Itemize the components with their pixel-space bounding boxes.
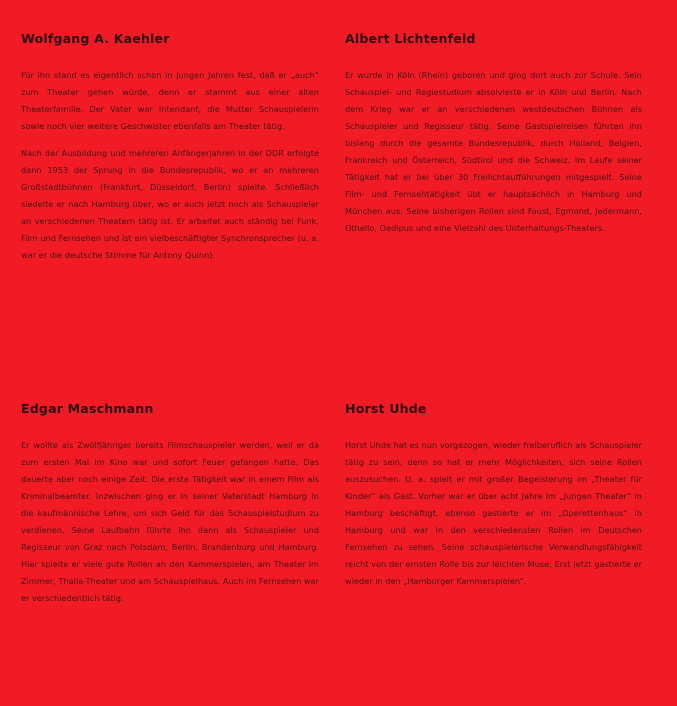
bio-albert-lichtenfeld xyxy=(345,31,642,247)
bio-paragraph: Horst Uhde hat es nun vorgezogen, wieder freiberuflich als Schauspieler tätig zu sein, denn so hat er mehr Möglichkeiten, sich seine Rollen auszusuchen. U. a. spielt er mit großer Begeisterung im „Theater für Kinder“ als Gast. Vorher war er über acht Jahre im „Jungen Theater“ in Hamburg beschäftigt, ebenso gastierte er im „Operettenhaus“ in Hamburg und war in den verschiedensten Rollen im Deutschen Fernsehen zu sehen. Seine schauspielerische Verwandlungsfähigkeit reicht von der ernsten Rolle bis zur leichten Muse. Erst jetzt gastierte er wieder in den „Hamburger Kammerspielen“. xyxy=(345,440,642,586)
bio-name: Edgar Maschmann xyxy=(21,401,154,416)
bio-name: Horst Uhde xyxy=(345,401,427,416)
bio-edgar-maschmann xyxy=(21,401,319,617)
bio-paragraph: Er wurde in Köln (Rhein) geboren und ging dort auch zur Schule. Sein Schauspiel- und Regiestudium absolvierte er in Köln und Berlin. Nach dem Krieg war er an verschiedenen westdeutschen Bühnen als Schauspieler und Regisseur tätig. Seine Gastspielreisen führten ihn bislang durch die gesamte Bundesrepublik, durch Holland, Belgien, Frankreich und Österreich, Südtirol und die Schweiz. Im Laufe seiner Tätigkeit hat er bei über 30 Freilichtaufführungen mitgespielt. Seine Film- und Fernsehtätigkeit übt er hauptsächlich in Hamburg und München aus. Seine bisherigen Rollen sind Faust, Egmond, Jedermann, Othello, Oedipus und eine Vielzahl des Unterhaltungs-Theaters. xyxy=(345,70,642,233)
bio-paragraph: Nach der Ausbildung und mehreren Anfängerjahren in der DDR erfolgte dann 1953 der Sprung in die Bundesrepublik, wo er an mehreren Großstadtbühnen (Frankfurt, Düsseldorf, Berlin) spielte. Schließlich siedelte er nach Hamburg über, wo er auch jetzt noch als Schauspieler an verschiedenen Theatern tätig ist. Er arbeitet auch ständig bei Funk, Film und Fernsehen und ist ein vielbeschäftigter Synchronsprecher (u. a. war er die deutsche Stimme für Antony Quinn). xyxy=(21,148,319,260)
bio-name: Albert Lichtenfeld xyxy=(345,31,476,46)
bio-horst-uhde xyxy=(345,401,642,600)
bio-paragraph: Er wollte als Zwölfjähriger bereits Filmschauspieler werden, weil er da zum ersten Mal im Kino war und sofort Feuer gefangen hatte. Das dauerte aber noch einige Zeit. Die erste Tätigkeit war in einem Film als Kriminalbeamter. Inzwischen ging er in seiner Vaterstadt Hamburg in die kaufmännische Lehre, um sich Geld für das Schauspielstudium zu verdienen. Seine Laufbahn führte ihn dann als Schauspieler und Regisseur von Graz nach Potsdam, Berlin, Brandenburg und Hamburg. Hier spielte er viele gute Rollen an den Kammerspielen, am Theater im Zimmer, Thalia-Theater und am Schauspielhaus. Auch im Fernsehen war er verschiedentlich tätig. xyxy=(21,440,319,603)
bio-name: Wolfgang A. Kaehler xyxy=(21,31,170,46)
bio-wolfgang-kaehler xyxy=(21,31,319,274)
bio-paragraph: Für ihn stand es eigentlich schon in jungen Jahren fest, daß er „auch“ zum Theater gehen würde, denn er stammt aus einer alten Theaterfamilie. Der Vater war Intendant, die Mutter Schauspielerin sowie noch vier weitere Geschwister ebenfalls am Theater tätig. xyxy=(21,70,319,131)
